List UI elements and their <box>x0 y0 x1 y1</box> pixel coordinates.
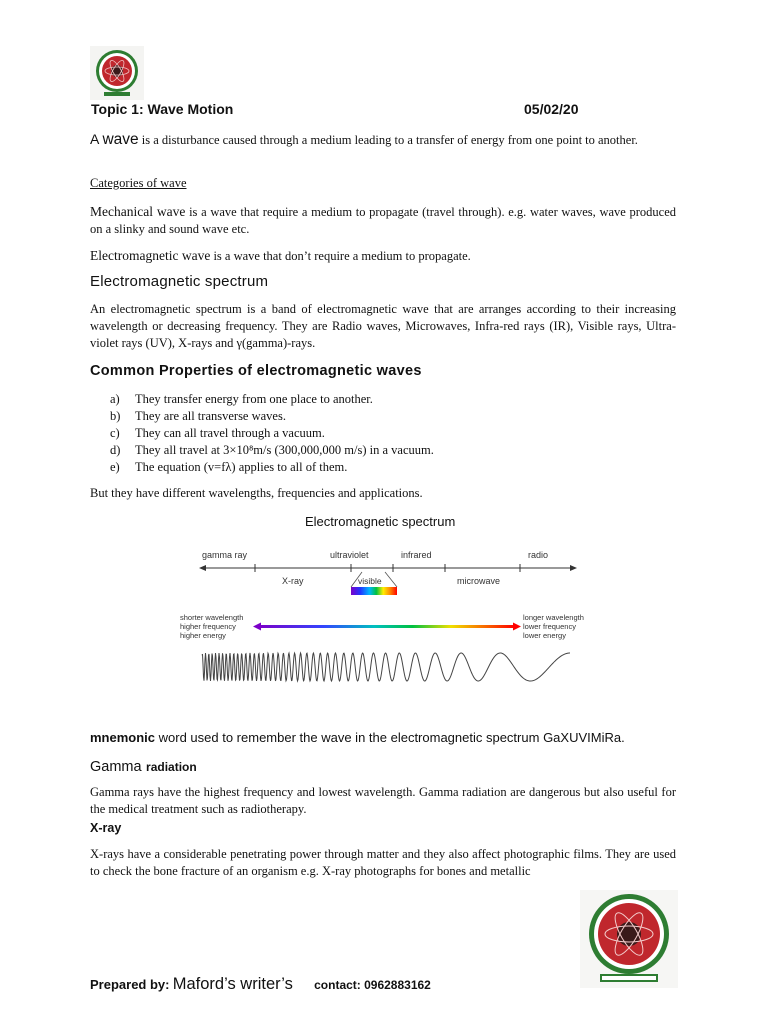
label-visible: visible <box>358 576 382 586</box>
properties-heading: Common Properties of electromagnetic waves <box>90 363 422 379</box>
list-text: They transfer energy from one place to another. <box>135 392 373 406</box>
frequency-wave <box>202 653 570 681</box>
categories-heading: Categories of wave <box>90 176 187 190</box>
list-item <box>110 442 434 459</box>
electromagnetic-text: is a wave that don’t require a medium to propagate. <box>213 249 471 263</box>
list-marker: e) <box>110 460 120 474</box>
gamma-heading <box>90 758 197 776</box>
mnemonic-text: word used to remember the wave in the electromagnetic spectrum <box>158 730 540 745</box>
gamma-paragraph: Gamma rays have the highest frequency and lowest wavelength. Gamma radiation are dangerous but also useful for the medical treatment such as radiotherapy. <box>90 785 676 816</box>
school-logo-top <box>90 46 144 100</box>
right-line-3: lower energy <box>523 631 566 640</box>
visible-spectrum-bar <box>351 587 397 595</box>
mechanical-text: is a wave that require a medium to propagate (travel through). e.g. water waves, wave produced on a slinky and sound wave etc. <box>90 205 677 236</box>
list-item <box>110 408 434 425</box>
properties-closing: But they have different wavelengths, frequencies and applications. <box>90 486 423 500</box>
gamma-heading-rest: radiation <box>146 760 197 774</box>
footer <box>90 975 431 994</box>
list-text: They can all travel through a vacuum. <box>135 426 325 440</box>
em-spectrum-heading: Electromagnetic spectrum <box>90 273 269 290</box>
list-marker: c) <box>110 426 120 440</box>
list-marker: d) <box>110 443 121 457</box>
electromagnetic-wave-definition <box>90 247 676 265</box>
topic-title: Topic 1: Wave Motion <box>91 101 234 117</box>
mechanical-term: Mechanical wave <box>90 204 186 219</box>
list-marker: a) <box>110 392 120 406</box>
list-marker: b) <box>110 409 121 423</box>
right-line-2: lower frequency <box>523 622 576 631</box>
xray-heading: X-ray <box>90 821 122 835</box>
list-text: They all travel at 3×10⁸m/s (300,000,000 m/s) in a vacuum. <box>135 443 434 457</box>
label-infrared: infrared <box>401 550 432 560</box>
school-logo-icon <box>90 46 144 100</box>
xray-paragraph: X-rays have a considerable penetrating power through matter and they also affect photographic films. They are used to check the bone fracture of an organism e.g. X-ray photographs for bones and metallic <box>90 847 676 878</box>
intro-text: is a disturbance caused through a medium leading to a transfer of energy from one point to another. <box>141 133 638 147</box>
school-logo-bottom <box>580 890 678 988</box>
spectrum-gradient-arrow <box>259 625 515 628</box>
list-text: They are all transverse waves. <box>135 409 286 423</box>
contact-info: contact: 0962883162 <box>314 978 431 992</box>
label-radio: radio <box>528 550 549 560</box>
spectrum-svg <box>175 540 595 690</box>
list-text: The equation (v=fλ) applies to all of them. <box>135 460 348 474</box>
figure-title: Electromagnetic spectrum <box>305 514 456 529</box>
left-line-1: shorter wavelength <box>180 613 244 622</box>
intro-term: wave <box>102 131 139 148</box>
spectrum-diagram <box>175 540 595 695</box>
list-item <box>110 459 434 476</box>
prepared-label: Prepared by: <box>90 977 170 992</box>
list-item <box>110 425 434 442</box>
list-item <box>110 391 434 408</box>
right-line-1: longer wavelength <box>523 613 584 622</box>
mnemonic-end: . <box>621 730 625 745</box>
label-gamma-ray: gamma ray <box>202 550 248 560</box>
mechanical-wave-definition <box>90 203 676 238</box>
electromagnetic-term: Electromagnetic wave <box>90 248 211 263</box>
wave-definition <box>90 131 676 149</box>
intro-lead: A <box>90 131 100 147</box>
topic-date: 05/02/20 <box>524 101 579 117</box>
left-line-2: higher frequency <box>180 622 236 631</box>
em-spectrum-paragraph: An electromagnetic spectrum is a band of electromagnetic wave that are arranges according to their increasing wavelength or decreasing frequency. They are Radio waves, Microwaves, Infra-red rays (IR), Visible rays, Ultra-violet rays (UV), X-rays and γ(gamma)-rays. <box>90 302 676 350</box>
label-ultraviolet: ultraviolet <box>330 550 369 560</box>
label-x-ray: X-ray <box>282 576 304 586</box>
mnemonic-term: mnemonic <box>90 730 156 745</box>
label-microwave: microwave <box>457 576 501 586</box>
author-name: Maford’s writer’s <box>172 975 293 993</box>
school-crest-icon <box>580 890 678 988</box>
left-line-3: higher energy <box>180 631 226 640</box>
properties-list <box>110 391 434 476</box>
mnemonic-word: GaXUVIMiRa <box>543 730 622 745</box>
gamma-heading-main: Gamma <box>90 759 142 775</box>
mnemonic-line <box>90 730 625 745</box>
